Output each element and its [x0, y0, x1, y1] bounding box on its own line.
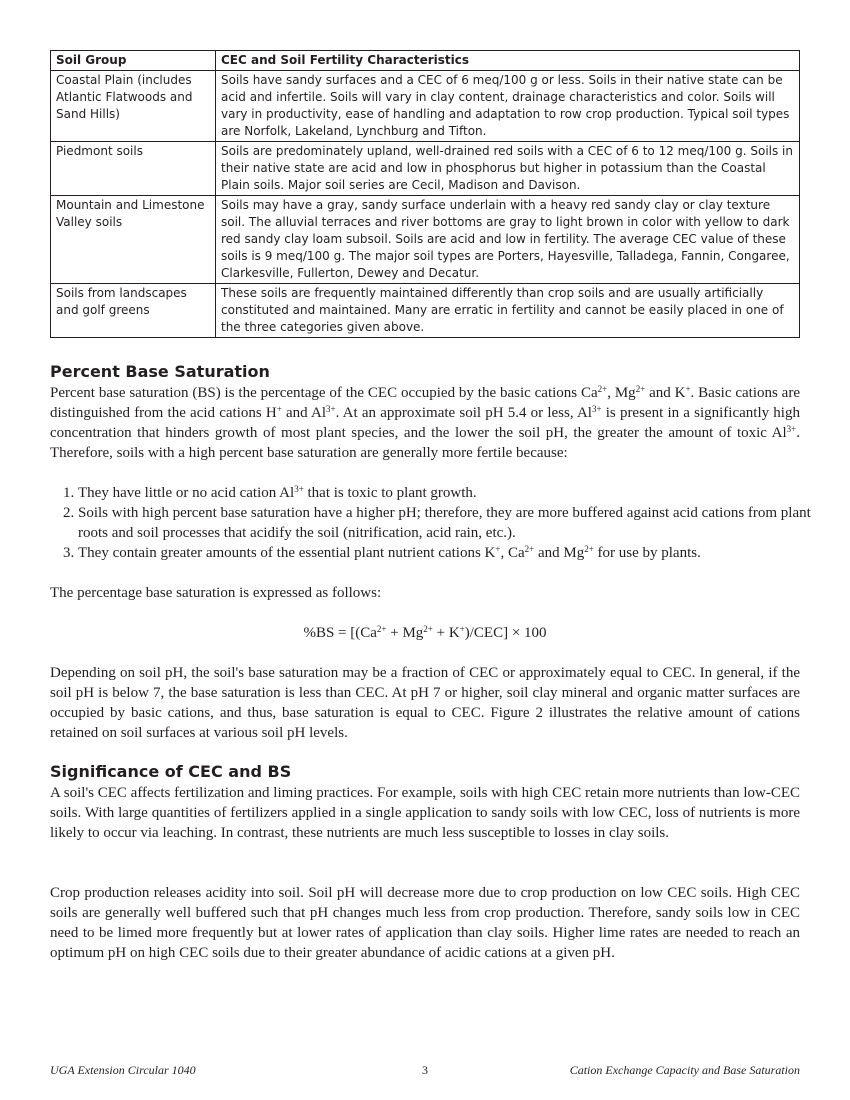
table-header-row — [51, 51, 800, 71]
text-run: . Therefore, soils with a high percent base saturation are generally more fertile because: — [50, 425, 800, 461]
list-item — [78, 543, 818, 563]
text-run: They have little or no acid cation Al — [78, 485, 295, 501]
list-item — [78, 503, 818, 543]
text-run: , Mg — [607, 385, 636, 401]
charge-superscript: 2+ — [423, 624, 433, 634]
charge-superscript: + — [276, 404, 282, 414]
text-run: and K — [645, 385, 686, 401]
footer-publication: UGA Extension Circular 1040 — [50, 1063, 196, 1077]
text-run: that is toxic to plant growth. — [303, 485, 477, 501]
text-run: . Basic cations are distinguished from the acid cations H — [50, 385, 800, 421]
charge-superscript: 2+ — [584, 544, 594, 554]
table-row — [51, 71, 800, 142]
table-row — [51, 284, 800, 338]
list-item — [78, 483, 818, 503]
charge-superscript: 2+ — [597, 384, 608, 394]
characteristics-cell: Soils are predominately upland, well-drained red soils with a CEC of 6 to 12 meq/100 g. Soils in their native state are acid and low in phosphorus but higher in potassium than the Coastal Plain soils. Major soil series are Cecil, Madison and Davison. — [216, 142, 800, 196]
text-run: and Mg — [534, 545, 585, 561]
charge-superscript: 3+ — [591, 404, 602, 414]
significance-paragraph-1: A soil's CEC affects fertilization and liming practices. For example, soils with high CEC retain more nutrients than low-CEC soils. With large quantities of fertilizers applied in a single application to sandy soils with low CEC, loss of nutrients is more likely to occur via leaching. In contrast, these nutrients are much less susceptible to losses in clay soils. — [50, 785, 800, 841]
text-run: is present in a significantly high concentration that hinders growth of most plant species, and the lower the soil pH, the greater the amount of toxic Al — [50, 405, 800, 441]
characteristics-cell: Soils have sandy surfaces and a CEC of 6 meq/100 g or less. Soils in their native state can be acid and infertile. Soils will vary in clay content, drainage characteristics and color. Soils will vary in productivity, ease of handling and adaptation to row crop production. Typical soil types are Norfolk, Lakeland, Lynchburg and Tifton. — [216, 71, 800, 142]
charge-superscript: 2+ — [376, 624, 387, 634]
charge-superscript: + — [459, 624, 465, 634]
table-row — [51, 196, 800, 284]
charge-superscript: 2+ — [635, 384, 646, 394]
charge-superscript: 3+ — [294, 484, 304, 494]
text-run: Soils with high percent base saturation have a higher pH; therefore, they are more buffered against acid cations from plant roots and soil processes that acidify the soil (nitrification, acid rain, etc.). — [78, 505, 811, 541]
soil-group-cell: Piedmont soils — [51, 142, 216, 196]
text-run: + Mg — [386, 625, 424, 641]
column-header-soil-group: Soil Group — [51, 51, 216, 71]
soil-group-cell: Mountain and Limestone Valley soils — [51, 196, 216, 284]
charge-superscript: + — [685, 384, 691, 394]
base-saturation-intro-paragraph — [50, 383, 800, 463]
text-run: for use by plants. — [593, 545, 701, 561]
characteristics-cell: Soils may have a gray, sandy surface underlain with a heavy red sandy clay or clay texture soil. The alluvial terraces and river bottoms are gray to light brown in color with yellow to dark red sandy clay loam subsoil. Soils are acid and low in fertility. The average CEC value of these soils is 9 meq/100 g. The major soil types are Porters, Hayesville, Talladega, Fannin, Congaree, Clarkesville, Fullerton, Dewey and Decatur. — [216, 196, 800, 284]
reasons-list — [50, 483, 818, 563]
soil-group-cell: Soils from landscapes and golf greens — [51, 284, 216, 338]
page-number: 3 — [422, 1063, 428, 1077]
column-header-characteristics: CEC and Soil Fertility Characteristics — [216, 51, 800, 71]
charge-superscript: 2+ — [524, 544, 535, 554]
text-run: . At an approximate soil pH 5.4 or less, Al — [335, 405, 592, 421]
soil-group-cell: Coastal Plain (includes Atlantic Flatwoods and Sand Hills) — [51, 71, 216, 142]
text-run: + K — [432, 625, 460, 641]
footer-title: Cation Exchange Capacity and Base Saturation — [569, 1063, 800, 1077]
charge-superscript: + — [495, 544, 501, 554]
text-run: They contain greater amounts of the essential plant nutrient cations K — [78, 545, 496, 561]
section-heading-base-saturation: Percent Base Saturation — [50, 362, 270, 381]
text-run: Percent base saturation (BS) is the percentage of the CEC occupied by the basic cations Ca — [50, 385, 598, 401]
section-heading-significance: Significance of CEC and BS — [50, 762, 292, 781]
base-saturation-ph-paragraph: Depending on soil pH, the soil's base saturation may be a fraction of CEC or approximately equal to CEC. In general, if the soil pH is below 7, the base saturation is less than CEC. At pH 7 or higher, soil clay mineral and organic matter surfaces are occupied by basic cations, and thus, base saturation is equal to CEC. Figure 2 illustrates the relative amount of cations retained on soil surfaces at various soil pH levels. — [50, 665, 800, 741]
charge-superscript: 3+ — [786, 424, 797, 434]
text-run: and Al — [281, 405, 326, 421]
text-run: )/CEC] × 100 — [464, 625, 547, 641]
text-run: %BS = [(Ca — [303, 625, 377, 641]
table-row — [51, 142, 800, 196]
soil-group-table — [50, 50, 800, 338]
text-run: , Ca — [500, 545, 525, 561]
characteristics-cell: These soils are frequently maintained differently than crop soils and are usually artificially constituted and maintained. Many are erratic in fertility and cannot be easily placed in one of the three categories given above. — [216, 284, 800, 338]
base-saturation-formula — [0, 623, 850, 643]
significance-paragraph-2: Crop production releases acidity into soil. Soil pH will decrease more due to crop production on low CEC soils. High CEC soils are generally well buffered such that pH changes much less from crop production. Therefore, sandy soils low in CEC need to be limed more frequently but at lower rates of application than clay soils. Higher lime rates are needed to reach an optimum pH on high CEC soils due to their greater abundance of acidic cations at a given pH. — [50, 885, 800, 961]
charge-superscript: 3+ — [326, 404, 336, 414]
formula-lead-text: The percentage base saturation is expressed as follows: — [50, 585, 382, 601]
